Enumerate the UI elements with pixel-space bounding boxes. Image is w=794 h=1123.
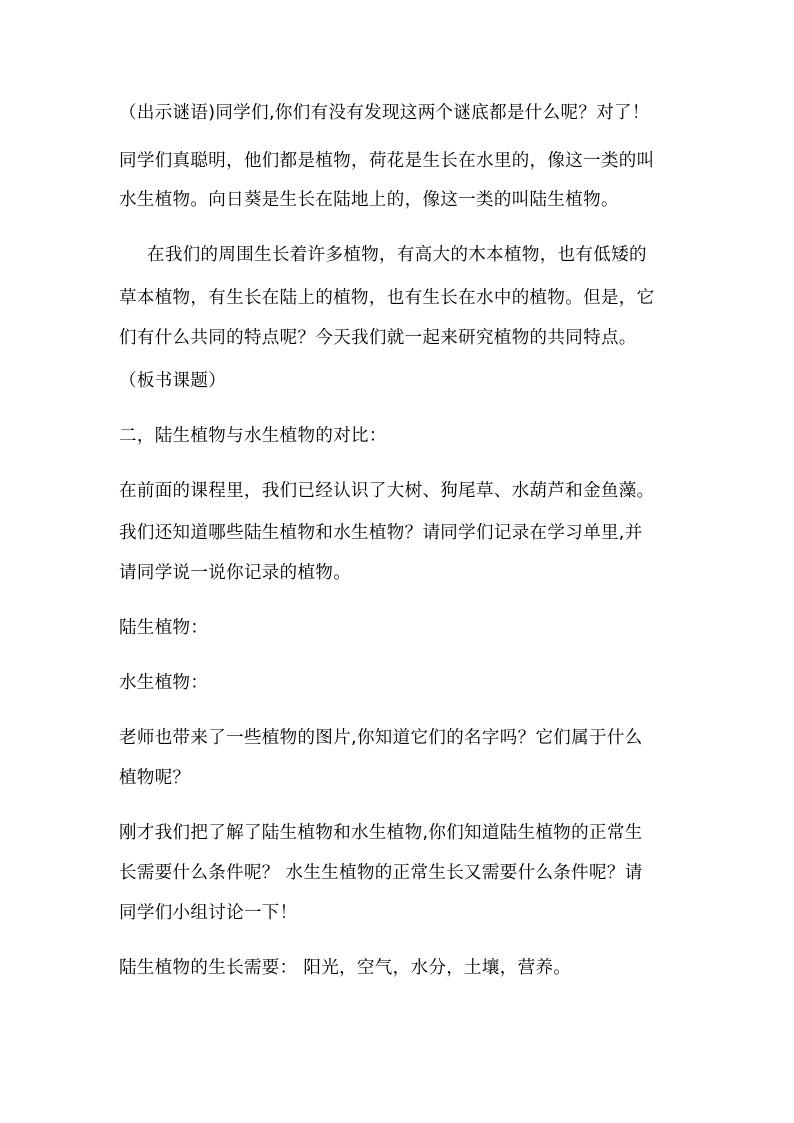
- pictures-line-2: 植物呢？: [119, 768, 191, 788]
- intro-line-1: 在我们的周围生长着许多植物，有高大的木本植物，也有低矮的: [147, 245, 647, 265]
- riddle-line-3: 水生植物。向日葵是生长在陆地上的，像这一类的叫陆生植物。: [119, 190, 619, 210]
- conditions-line-3: 同学们小组讨论一下！: [119, 903, 298, 923]
- intro-line-2: 草本植物，有生长在陆上的植物，也有生长在水中的植物。但是，它: [119, 288, 655, 308]
- riddle-line-1: （出示谜语)同学们,你们有没有发现这两个谜底都是什么呢？对了！: [119, 103, 650, 123]
- riddle-line-2: 同学们真聪明，他们都是植物，荷花是生长在水里的，像这一类的叫: [119, 151, 655, 171]
- conditions-line-1: 刚才我们把了解了陆生植物和水生植物,你们知道陆生植物的正常生: [119, 823, 643, 843]
- water-plants-label: 水生植物：: [119, 673, 209, 693]
- review-line-3: 请同学说一说你记录的植物。: [119, 563, 352, 583]
- section-heading: 二，陆生植物与水生植物的对比：: [119, 426, 387, 446]
- conditions-line-2: 长需要什么条件呢？ 水生生植物的正常生长又需要什么条件呢？请: [119, 863, 643, 883]
- pictures-line-1: 老师也带来了一些植物的图片,你知道它们的名字吗？它们属于什么: [119, 728, 643, 748]
- land-growth-needs: 陆生植物的生长需要： 阳光，空气，水分，土壤，营养。: [119, 958, 572, 978]
- review-line-1: 在前面的课程里，我们已经认识了大树、狗尾草、水葫芦和金鱼藻。: [119, 481, 655, 501]
- intro-line-4: （板书课题）: [119, 371, 227, 391]
- review-line-2: 我们还知道哪些陆生植物和水生植物？请同学们记录在学习单里,并: [119, 523, 643, 543]
- land-plants-label: 陆生植物：: [119, 618, 209, 638]
- intro-line-3: 们有什么共同的特点呢？今天我们就一起来研究植物的共同特点。: [119, 328, 637, 348]
